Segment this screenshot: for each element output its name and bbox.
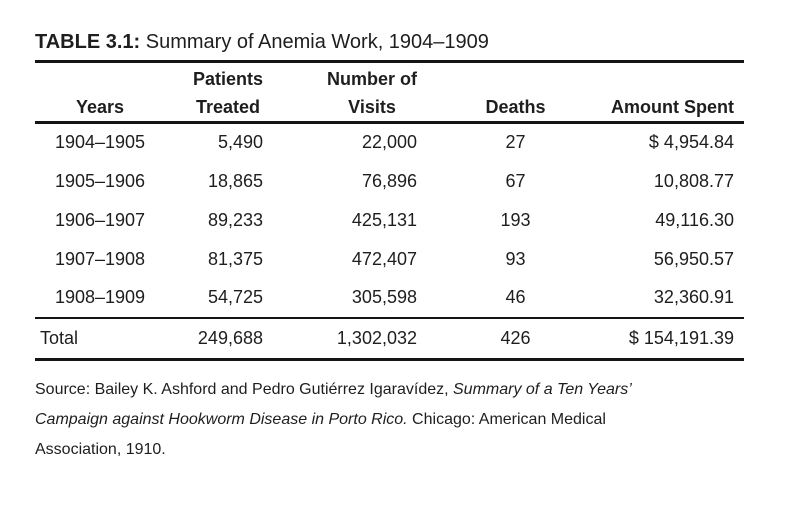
table-title [35, 30, 744, 54]
cell-number-of-visits: 76,896 [361, 170, 417, 191]
cell-patients-treated: 89,233 [207, 209, 263, 230]
total-row [35, 318, 744, 360]
book-page [0, 30, 791, 509]
header-visits-line1: Number of [327, 69, 417, 89]
cell-patients-treated: 5,490 [217, 132, 263, 153]
table-title-caption: Summary of Anemia Work, 1904–1909 [145, 31, 489, 53]
column-header-patients-treated [165, 62, 271, 123]
header-amount-line2: Amount Spent [611, 97, 734, 117]
table-row [35, 279, 744, 318]
source-line-1 [35, 375, 744, 405]
total-number-of-visits: 1,302,032 [271, 318, 425, 360]
cell-amount-spent: 56,950.57 [653, 248, 734, 269]
header-years-line2: Years [75, 97, 125, 117]
header-visits-line2: Visits [348, 97, 396, 117]
table-row [35, 123, 744, 162]
cell-years: 1908–1909 [54, 287, 146, 307]
cell-number-of-visits: 22,000 [361, 132, 417, 153]
source-line-2 [35, 405, 744, 435]
cell-patients-treated: 54,725 [207, 287, 263, 307]
table-row [35, 162, 744, 201]
column-header-number-of-visits [271, 62, 425, 123]
source-citation [35, 375, 744, 465]
header-patients-line1: Patients [192, 69, 263, 89]
header-deaths-line2: Deaths [485, 97, 546, 117]
total-patients-treated: 249,688 [165, 318, 271, 360]
cell-number-of-visits: 305,598 [351, 287, 417, 307]
table-header [35, 62, 744, 123]
cell-years: 1905–1906 [54, 170, 146, 191]
source-publisher-continued: Association, 1910. [35, 441, 166, 458]
header-years-line1 [76, 65, 124, 93]
cell-amount-spent: $ 4,954.84 [648, 132, 734, 153]
header-amount-line1 [611, 65, 734, 93]
source-book-title-continued: Campaign against Hookworm Disease in Porto Rico. [35, 411, 408, 428]
source-line-3 [35, 435, 744, 465]
cell-number-of-visits: 425,131 [351, 209, 417, 230]
cell-amount-spent: 32,360.91 [653, 287, 734, 307]
total-label: Total [35, 318, 165, 360]
cell-deaths: 93 [505, 248, 526, 269]
anemia-summary-table [35, 60, 744, 361]
cell-deaths: 27 [505, 132, 526, 153]
table-body [35, 123, 744, 360]
source-publisher: Chicago: American Medical [407, 411, 606, 428]
cell-amount-spent: 49,116.30 [655, 209, 734, 230]
cell-patients-treated: 81,375 [207, 248, 263, 269]
cell-years: 1906–1907 [54, 209, 146, 230]
column-header-years [35, 62, 165, 123]
source-book-title: Summary of a Ten Years’ [453, 381, 632, 398]
table-title-label: TABLE 3.1: [35, 31, 141, 53]
cell-years: 1904–1905 [54, 132, 146, 153]
cell-number-of-visits: 472,407 [351, 248, 417, 269]
header-patients-line2: Treated [195, 97, 260, 117]
total-amount-spent: $ 154,191.39 [606, 318, 744, 360]
total-deaths: 426 [425, 318, 606, 360]
table-row [35, 240, 744, 279]
column-header-amount-spent [606, 62, 744, 123]
cell-deaths: 193 [500, 209, 531, 230]
cell-years: 1907–1908 [54, 248, 146, 269]
column-header-deaths [425, 62, 606, 123]
header-row [35, 62, 744, 123]
table-row [35, 201, 744, 240]
cell-deaths: 46 [505, 287, 526, 307]
header-deaths-line1 [485, 65, 545, 93]
cell-deaths: 67 [505, 170, 526, 191]
cell-patients-treated: 18,865 [207, 170, 263, 191]
source-text: Source: Bailey K. Ashford and Pedro Gutiérrez Igaravídez, [35, 381, 453, 398]
cell-amount-spent: 10,808.77 [653, 170, 734, 191]
